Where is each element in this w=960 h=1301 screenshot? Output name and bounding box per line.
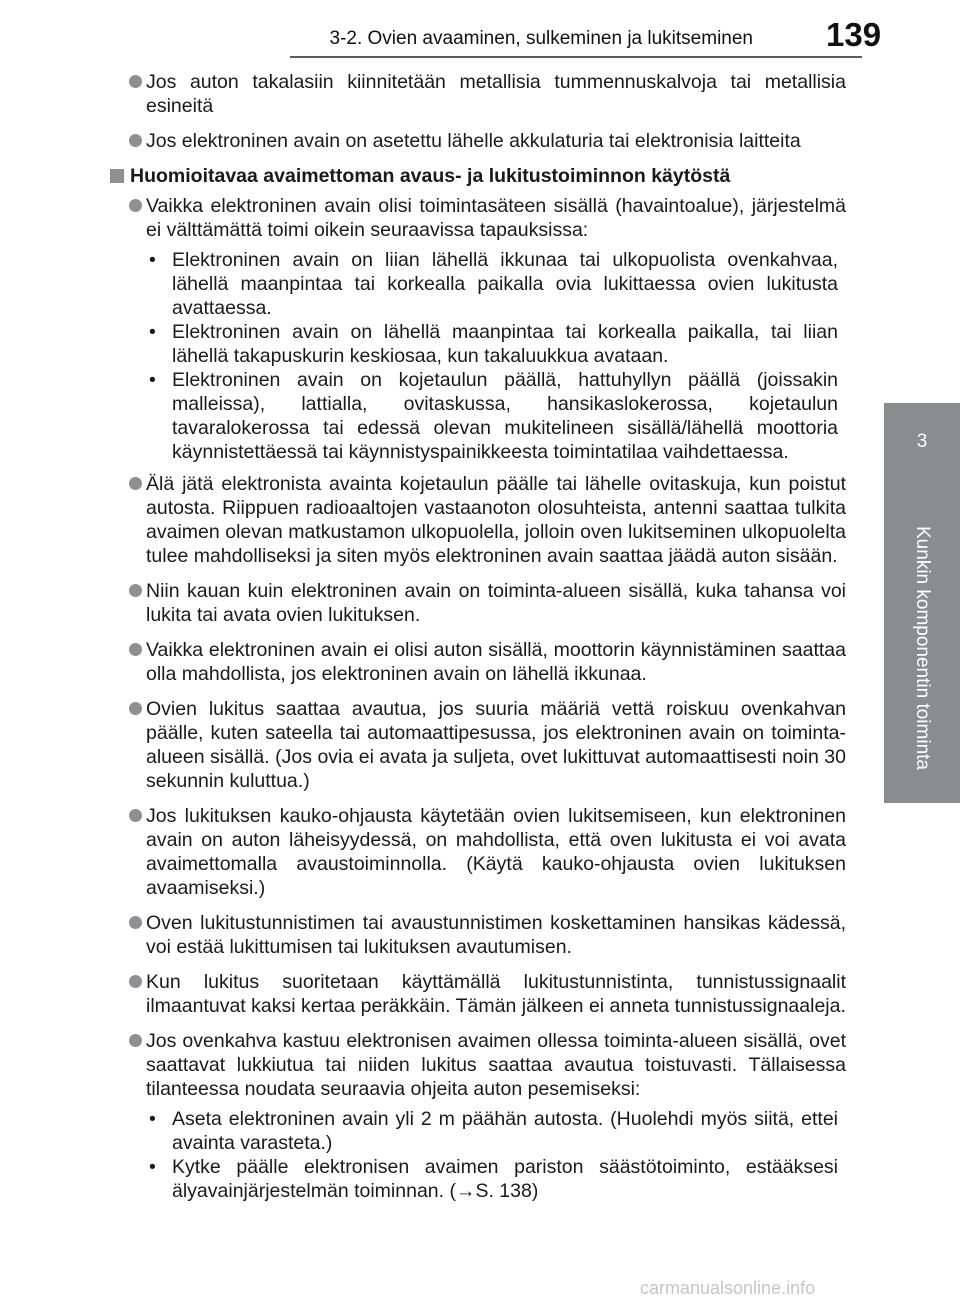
section-heading [108,164,846,188]
sub-list-item [146,1107,838,1155]
page-number: 139 [826,16,882,53]
bullet-circle-icon [129,916,142,929]
list-item [108,472,846,568]
sub-bullet-icon: • [149,249,156,271]
sub-list-item [146,1155,838,1203]
sub-list-item [146,368,838,464]
sub-item-text: Elektroninen avain on kojetaulun päällä, hattuhyllyn päällä (joissakin malleissa), lattialla, ovitaskussa, hansikaslokerossa, kojetaulun tavaralokerossa tai edessä olevan mukitelineen sisällä/lähellä moottoria käynnistettäessä tai käynnistyspainikkeesta toimintatilaa vaihdettaessa. [172,369,838,463]
sub-item-text: Elektroninen avain on liian lähellä ikkunaa tai ulkopuolista ovenkahvaa, lähellä maanpintaa tai korkealla paikalla ovia lukittaessa ovien lukitusta avattaessa. [172,249,838,319]
sub-bullet-icon: • [149,369,156,391]
list-item [108,697,846,793]
chapter-side-tab [884,403,960,803]
sub-bullet-icon: • [149,1156,156,1178]
sub-list [146,1107,838,1203]
list-item [108,638,846,686]
list-item [108,579,846,627]
item-text: Ovien lukitus saattaa avautua, jos suuria määriä vettä roiskuu ovenkahvan päälle, kuten sateella tai automaattipesussa, jos elektroninen avain on toiminta-alueen sisällä. (Jos ovia ei avata ja suljeta, ovet lukittuvat automaattisesti noin 30 sekunnin kuluttua.) [146,698,846,792]
heading-text: Huomioitavaa avaimettoman avaus- ja lukitustoiminnon käytöstä [130,165,731,187]
sub-list-item [146,248,838,320]
list-item [108,804,846,900]
item-text: Jos ovenkahva kastuu elektronisen avaimen ollessa toiminta-alueen sisällä, ovet saattavat lukkiutua tai niiden lukitus saattaa avautua toistuvasti. Tällaisessa tilanteessa noudata seuraavia ohjeita auton pesemiseksi: [146,1030,846,1100]
bullet-circle-icon [129,199,142,212]
bullet-circle-icon [129,75,142,88]
item-text: Jos lukituksen kauko-ohjausta käytetään ovien lukitsemiseen, kun elektroninen avain on auton läheisyydessä, on mahdollista, että oven lukitusta ei voi avata avaimettomalla avaustoiminnolla. (Käytä kauko-ohjausta ovien lukituksen avaamiseksi.) [146,805,846,899]
sub-item-text: Aseta elektroninen avain yli 2 m päähän autosta. (Huolehdi myös siitä, ettei avainta varasteta.) [172,1108,838,1154]
item-text: Älä jätä elektronista avainta kojetaulun päälle tai lähelle ovitaskuja, kun poistut autosta. Riippuen radioaaltojen vastaanoton olosuhteista, antenni saattaa tulkita avaimen olevan matkustamon ulkopuolella, jolloin oven lukitseminen ulkopuolelta tulee mahdolliseksi ja siten myös elektroninen avain saattaa jäädä auton sisään. [146,473,846,567]
item-text: Niin kauan kuin elektroninen avain on toiminta-alueen sisällä, kuka tahansa voi lukita tai avata ovien lukituksen. [146,580,846,626]
bullet-circle-icon [129,702,142,715]
list-item [108,194,846,242]
sub-list-item [146,320,838,368]
list-item [108,70,846,118]
list-item [108,911,846,959]
chapter-label: Kunkin komponentin toiminta [912,526,933,770]
bullet-circle-icon [129,134,142,147]
list-item [108,970,846,1018]
item-text: Jos elektroninen avain on asetettu lähelle akkulaturia tai elektronisia laitteita [146,130,801,152]
main-content [108,70,846,1211]
bullet-circle-icon [129,584,142,597]
heading-square-icon [110,169,124,183]
list-item [108,129,846,153]
list-item [108,1029,846,1101]
bullet-circle-icon [129,643,142,656]
bullet-circle-icon [129,477,142,490]
bullet-circle-icon [129,975,142,988]
chapter-number: 3 [916,431,928,452]
sub-list [146,248,838,464]
bullet-circle-icon [129,1034,142,1047]
item-text: Jos auton takalasiin kiinnitetään metallisia tummennuskalvoja tai metallisia esineitä [146,71,846,117]
section-title: 3-2. Ovien avaaminen, sulkeminen ja lukitseminen [329,28,753,49]
sub-bullet-icon: • [149,1108,156,1130]
item-text: Kun lukitus suoritetaan käyttämällä lukitustunnistinta, tunnistussignaalit ilmaantuvat kaksi kertaa peräkkäin. Tämän jälkeen ei anneta tunnistussignaaleja. [146,971,846,1017]
item-text: Vaikka elektroninen avain olisi toimintasäteen sisällä (havaintoalue), järjestelmä ei välttämättä toimi oikein seuraavissa tapauksissa: [146,195,846,241]
sub-item-text: Kytke päälle elektronisen avaimen pariston säästötoiminto, estääksesi älyavainjärjestelmän toiminnan. (→S. 138) [172,1156,838,1202]
item-text: Vaikka elektroninen avain ei olisi auton sisällä, moottorin käynnistäminen saattaa olla mahdollista, jos elektroninen avain on lähellä ikkunaa. [146,639,846,685]
bullet-circle-icon [129,809,142,822]
page-header [0,0,960,60]
sub-item-text: Elektroninen avain on lähellä maanpintaa tai korkealla paikalla, tai liian lähellä takapuskurin keskiosaa, kun takaluukkua avataan. [172,321,838,367]
sub-bullet-icon: • [149,321,156,343]
header-divider [290,56,862,58]
watermark: carmanualsonline.info [640,1278,816,1298]
item-text: Oven lukitustunnistimen tai avaustunnistimen koskettaminen hansikas kädessä, voi estää lukittumisen tai lukituksen avautumisen. [146,912,846,958]
